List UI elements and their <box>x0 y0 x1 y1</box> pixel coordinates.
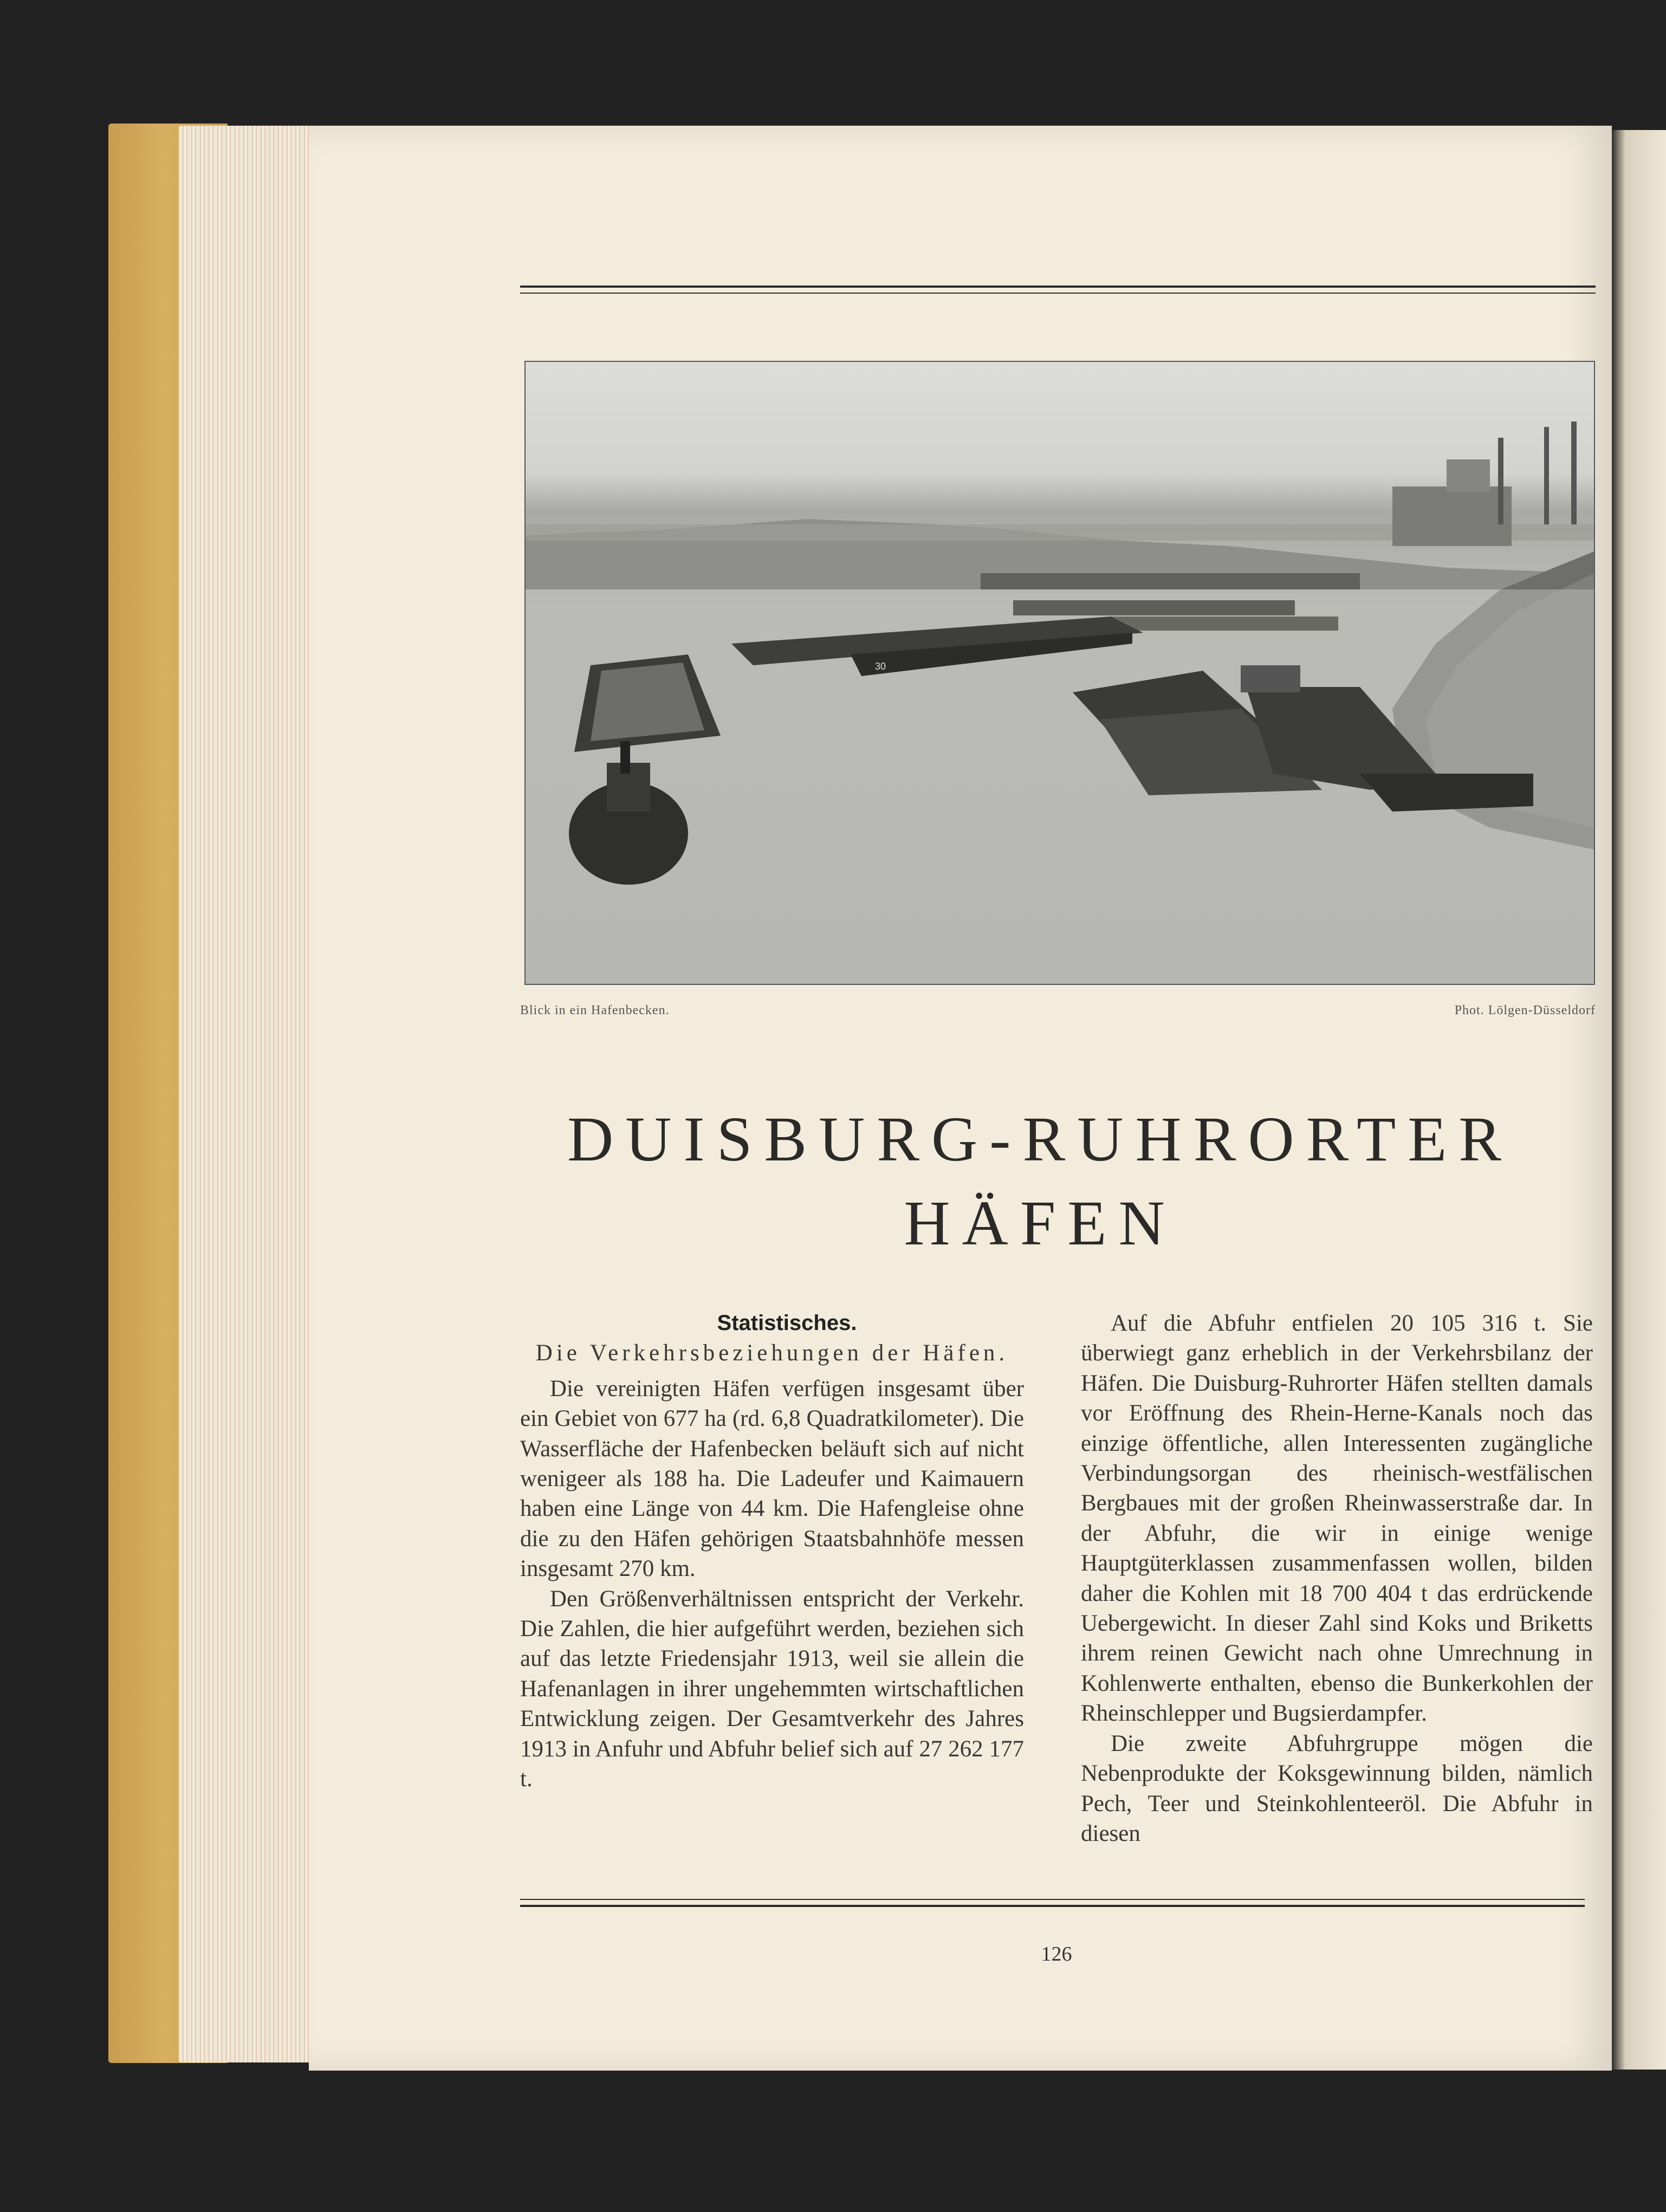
page-edges <box>179 126 320 2062</box>
section-heading: Statistisches. <box>717 1311 857 1335</box>
page-title-line-2: HÄFEN <box>904 1188 1177 1259</box>
page-number: 126 <box>1041 1943 1072 1965</box>
left-paragraph-2: Den Größenverhältnissen entspricht der Verkehr. Die Zahlen, die hier aufgeführt werden, beziehen sich auf das letzte Friedensjahr 1913, weil sie allein die Hafenanlagen in ihrer ungehemmten wirtschaftlichen Entwicklung zeigen. Der Gesamtverkehr des Jahres 1913 in Anfuhr und Abfuhr belief sich auf 27 262 177 t. <box>520 1586 1024 1792</box>
barge-number-label: 30 <box>875 661 886 672</box>
left-paragraph-1: Die vereinigten Häfen verfügen insgesamt über ein Gebiet von 677 ha (rd. 6,8 Quadratkilometer). Die Wasserfläche der Hafenbecken beläuft sich auf nicht wenigeer als 188 ha. Die Ladeufer und Kaimauern haben eine Länge von 44 km. Die Hafengleise ohne die zu den Häfen gehörigen Staatsbahnhöfe messen insgesamt 270 km. <box>520 1376 1024 1582</box>
bottom-double-rule <box>520 1899 1585 1907</box>
top-double-rule <box>520 286 1596 294</box>
right-paragraph-2: Die zweite Abfuhrgruppe mögen die Nebenprodukte der Koksgewinnung bilden, nämlich Pech, Teer und Steinkohlenteeröl. Die Abfuhr in diesen <box>1081 1730 1593 1846</box>
right-column <box>1081 1308 1593 1848</box>
right-paragraph-1: Auf die Abfuhr entfielen 20 105 316 t. Sie überwiegt ganz erheblich in der Verkehrsbilanz der Häfen. Die Duisburg-Ruhrorter Häfen stellten damals vor Eröffnung des Rhein-Herne-Kanals noch das einzige öffentliche, allen Interessenten zugängliche Verbindungsorgan des rheinisch-westfälischen Bergbaues mit der großen Rheinwasserstraße dar. In der Abfuhr, die wir in einige wenige Hauptgüterklassen zusammenfassen wollen, bilden daher die Kohlen mit 18 700 404 t das erdrückende Uebergewicht. In dieser Zahl sind Koks und Briketts ihrem reinen Gewicht nach ohne Umrechnung in Kohlenwerte enthalten, ebenso die Bunkerkohlen der Rheinschlepper und Bugsierdampfer. <box>1081 1311 1593 1727</box>
section-subheading: Die Verkehrsbeziehungen der Häfen. <box>535 1340 1009 1366</box>
photo-credit: Phot. Lölgen-Düsseldorf <box>1454 1003 1596 1017</box>
page-title-line-1: DUISBURG-RUHRORTER <box>567 1104 1514 1175</box>
left-column <box>520 1308 1024 1794</box>
photo-caption: Blick in ein Hafenbecken. <box>520 1003 670 1017</box>
facing-page-edge <box>1612 130 1666 2070</box>
harbor-scene-illustration <box>526 362 1594 984</box>
harbor-photograph <box>524 361 1595 985</box>
